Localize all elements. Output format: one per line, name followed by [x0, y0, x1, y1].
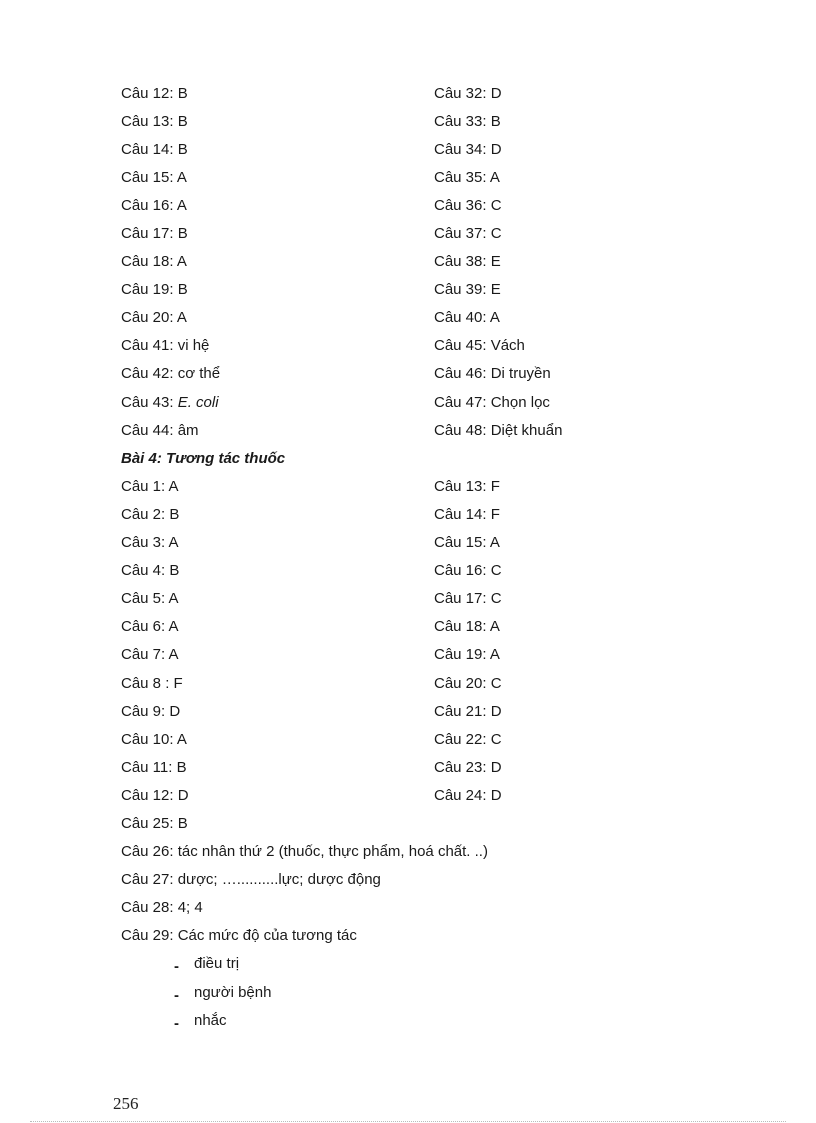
answer-left: Câu 8 : F [121, 674, 183, 692]
answer-right: Câu 36: C [434, 196, 502, 214]
answer-row [121, 163, 741, 191]
answer-left: Câu 42: cơ thể [121, 365, 221, 383]
dash-bullet-icon: - [174, 986, 179, 1004]
answer-row [121, 135, 741, 163]
answer-row [121, 388, 741, 416]
answer-right: Câu 48: Diệt khuẩn [434, 421, 563, 439]
answer-left: Câu 1: A [121, 477, 179, 495]
answer-lines [121, 809, 741, 949]
answer-left: Câu 7: A [121, 646, 179, 664]
answer-left: Câu 10: A [121, 730, 187, 748]
page-number: 256 [113, 1094, 139, 1113]
answer-right: Câu 39: E [434, 281, 501, 299]
answer-left: Câu 2: B [121, 505, 180, 523]
page-bottom-rule [30, 1121, 786, 1122]
answer-right: Câu 18: A [434, 618, 500, 636]
section-heading: Bài 4: Tương tác thuốc [121, 449, 286, 467]
answer-left [121, 394, 434, 411]
answer-right: Câu 40: A [434, 309, 500, 327]
answer-right: Câu 16: C [434, 562, 502, 580]
answer-right: Câu 35: A [434, 168, 500, 186]
dash-bullet-icon: - [174, 1014, 179, 1032]
answer-left: Câu 20: A [121, 309, 187, 327]
answer-row [121, 107, 741, 135]
bullet-item [121, 950, 741, 978]
answer-right: Câu 33: B [434, 112, 501, 130]
answer-row [121, 276, 741, 304]
dash-bullet-icon: - [174, 958, 179, 976]
answer-line: Câu 25: B [121, 814, 188, 832]
answer-left: Câu 9: D [121, 702, 181, 720]
answer-line: Câu 29: Các mức độ của tương tác [121, 927, 357, 945]
answer-left: Câu 13: B [121, 112, 188, 130]
bullet-item [121, 978, 741, 1006]
answer-prefix: Câu 43: [121, 393, 178, 411]
answer-right: Câu 22: C [434, 730, 502, 748]
answer-row [121, 585, 741, 613]
answer-row [121, 219, 741, 247]
answer-row [121, 697, 741, 725]
answer-right: Câu 47: Chọn lọc [434, 393, 550, 411]
answer-left: Câu 41: vi hệ [121, 337, 210, 355]
answer-row [121, 613, 741, 641]
answer-row [121, 781, 741, 809]
answer-left: Câu 5: A [121, 590, 179, 608]
answer-row [121, 332, 741, 360]
answer-left: Câu 18: A [121, 253, 187, 271]
answer-right: Câu 38: E [434, 253, 501, 271]
answer-line: Câu 28: 4; 4 [121, 899, 203, 917]
answer-left: Câu 16: A [121, 196, 187, 214]
answer-right: Câu 19: A [434, 646, 500, 664]
answer-right: Câu 21: D [434, 702, 502, 720]
answer-row [121, 641, 741, 669]
answer-row [121, 529, 741, 557]
answer-row [121, 753, 741, 781]
answer-row [121, 472, 741, 500]
answer-left: Câu 11: B [121, 758, 187, 776]
answer-right: Câu 34: D [434, 140, 502, 158]
answer-row [121, 79, 741, 107]
answer-right: Câu 14: F [434, 505, 500, 523]
answer-row [121, 725, 741, 753]
answer-row [121, 416, 741, 444]
answer-left: Câu 44: âm [121, 421, 199, 439]
bullet-text: nhắc [194, 1011, 227, 1029]
answer-grid-bai4 [121, 472, 741, 809]
answer-line: Câu 27: dược; …..........lực; dược động [121, 871, 381, 889]
bullet-list [121, 950, 741, 1034]
answer-row [121, 191, 741, 219]
answer-row [121, 304, 741, 332]
species-name: E. coli [177, 393, 219, 411]
answer-right: Câu 32: D [434, 84, 502, 102]
answer-right: Câu 23: D [434, 758, 502, 776]
answer-row [121, 557, 741, 585]
answer-left: Câu 19: B [121, 281, 188, 299]
answer-right: Câu 37: C [434, 225, 502, 243]
bullet-text: điều trị [194, 955, 240, 973]
answer-right: Câu 13: F [434, 477, 500, 495]
bullet-item [121, 1006, 741, 1034]
answer-right: Câu 24: D [434, 786, 502, 804]
answer-left: Câu 14: B [121, 140, 188, 158]
answer-left: Câu 15: A [121, 168, 187, 186]
answer-key-content [121, 79, 741, 1034]
answer-row [121, 248, 741, 276]
answer-left: Câu 6: A [121, 618, 179, 636]
answer-row [121, 360, 741, 388]
answer-grid-top [121, 79, 741, 388]
answer-right: Câu 46: Di truyền [434, 365, 551, 383]
answer-line: Câu 26: tác nhân thứ 2 (thuốc, thực phẩm, hoá chất. ..) [121, 843, 488, 861]
answer-left: Câu 17: B [121, 225, 188, 243]
answer-left: Câu 3: A [121, 534, 179, 552]
answer-left: Câu 12: B [121, 84, 188, 102]
answer-right: Câu 45: Vách [434, 337, 525, 355]
answer-right: Câu 20: C [434, 674, 502, 692]
bullet-text: người bệnh [194, 983, 272, 1001]
answer-left: Câu 12: D [121, 786, 189, 804]
answer-left: Câu 4: B [121, 562, 180, 580]
answer-right: Câu 15: A [434, 534, 500, 552]
answer-row [121, 669, 741, 697]
answer-right: Câu 17: C [434, 590, 502, 608]
answer-row [121, 500, 741, 528]
